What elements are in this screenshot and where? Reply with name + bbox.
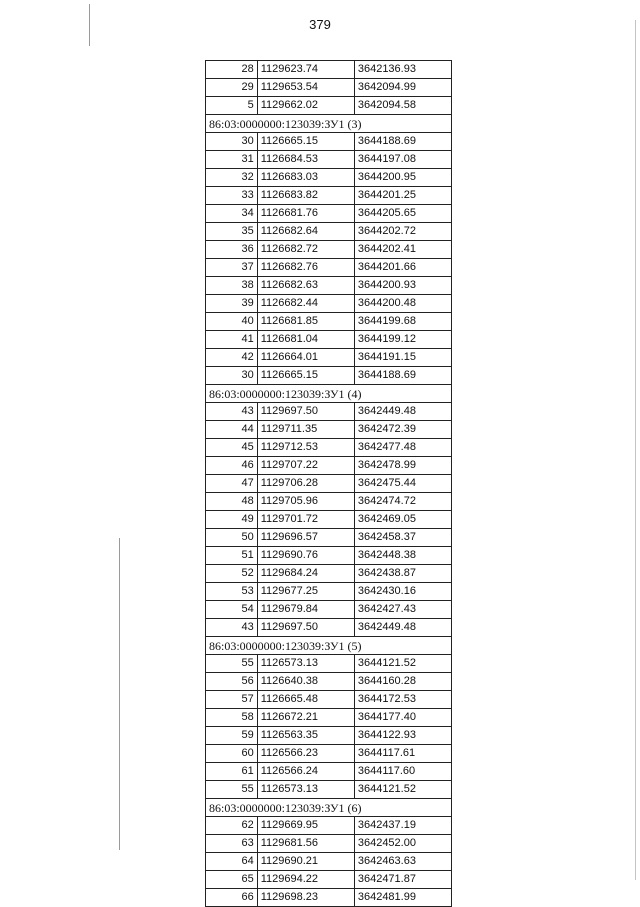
table-row: [206, 367, 452, 385]
y-coordinate-cell: 3642094.99: [354, 79, 451, 97]
section-header-row: [206, 799, 452, 817]
section-label: 86:03:0000000:123039:ЗУ1 (4): [206, 385, 452, 403]
scan-edge-line: [635, 20, 636, 880]
x-coordinate-cell: 1129662.02: [257, 97, 354, 115]
y-coordinate-cell: 3642430.16: [354, 583, 451, 601]
y-coordinate-cell: 3644122.93: [354, 727, 451, 745]
y-coordinate-cell: 3642481.99: [354, 889, 451, 907]
table-row: [206, 205, 452, 223]
table-row: [206, 61, 452, 79]
point-number-cell: 50: [206, 529, 258, 547]
point-number-cell: 31: [206, 151, 258, 169]
y-coordinate-cell: 3644172.53: [354, 691, 451, 709]
y-coordinate-cell: 3644201.25: [354, 187, 451, 205]
y-coordinate-cell: 3642477.48: [354, 439, 451, 457]
section-header-row: [206, 385, 452, 403]
table-row: [206, 853, 452, 871]
section-label: 86:03:0000000:123039:ЗУ1 (3): [206, 115, 452, 133]
point-number-cell: 61: [206, 763, 258, 781]
table-row: [206, 277, 452, 295]
table-row: [206, 421, 452, 439]
table-row: [206, 295, 452, 313]
point-number-cell: 37: [206, 259, 258, 277]
x-coordinate-cell: 1126683.82: [257, 187, 354, 205]
point-number-cell: 30: [206, 133, 258, 151]
x-coordinate-cell: 1129690.21: [257, 853, 354, 871]
table-row: [206, 889, 452, 907]
x-coordinate-cell: 1126682.64: [257, 223, 354, 241]
point-number-cell: 41: [206, 331, 258, 349]
section-label: 86:03:0000000:123039:ЗУ1 (6): [206, 799, 452, 817]
x-coordinate-cell: 1129623.74: [257, 61, 354, 79]
x-coordinate-cell: 1129684.24: [257, 565, 354, 583]
point-number-cell: 48: [206, 493, 258, 511]
table-row: [206, 619, 452, 637]
table-row: [206, 403, 452, 421]
point-number-cell: 55: [206, 781, 258, 799]
point-number-cell: 43: [206, 403, 258, 421]
x-coordinate-cell: 1129697.50: [257, 403, 354, 421]
x-coordinate-cell: 1126681.76: [257, 205, 354, 223]
table-row: [206, 781, 452, 799]
x-coordinate-cell: 1129679.84: [257, 601, 354, 619]
x-coordinate-cell: 1126573.13: [257, 781, 354, 799]
point-number-cell: 5: [206, 97, 258, 115]
x-coordinate-cell: 1129707.22: [257, 457, 354, 475]
x-coordinate-cell: 1126684.53: [257, 151, 354, 169]
x-coordinate-cell: 1126681.04: [257, 331, 354, 349]
table-row: [206, 583, 452, 601]
point-number-cell: 33: [206, 187, 258, 205]
point-number-cell: 57: [206, 691, 258, 709]
x-coordinate-cell: 1129711.35: [257, 421, 354, 439]
table-row: [206, 151, 452, 169]
table-row: [206, 745, 452, 763]
y-coordinate-cell: 3644201.66: [354, 259, 451, 277]
y-coordinate-cell: 3644191.15: [354, 349, 451, 367]
y-coordinate-cell: 3642449.48: [354, 619, 451, 637]
x-coordinate-cell: 1129696.57: [257, 529, 354, 547]
y-coordinate-cell: 3644121.52: [354, 781, 451, 799]
y-coordinate-cell: 3642474.72: [354, 493, 451, 511]
point-number-cell: 53: [206, 583, 258, 601]
table-row: [206, 817, 452, 835]
y-coordinate-cell: 3642449.48: [354, 403, 451, 421]
point-number-cell: 54: [206, 601, 258, 619]
y-coordinate-cell: 3644117.61: [354, 745, 451, 763]
y-coordinate-cell: 3644121.52: [354, 655, 451, 673]
x-coordinate-cell: 1126672.21: [257, 709, 354, 727]
table-row: [206, 331, 452, 349]
y-coordinate-cell: 3642094.58: [354, 97, 451, 115]
x-coordinate-cell: 1126682.76: [257, 259, 354, 277]
x-coordinate-cell: 1129701.72: [257, 511, 354, 529]
point-number-cell: 29: [206, 79, 258, 97]
point-number-cell: 28: [206, 61, 258, 79]
point-number-cell: 65: [206, 871, 258, 889]
point-number-cell: 66: [206, 889, 258, 907]
table-row: [206, 133, 452, 151]
x-coordinate-cell: 1126682.63: [257, 277, 354, 295]
y-coordinate-cell: 3644200.93: [354, 277, 451, 295]
table-row: [206, 457, 452, 475]
point-number-cell: 62: [206, 817, 258, 835]
table-row: [206, 349, 452, 367]
section-header-row: [206, 637, 452, 655]
section-label: 86:03:0000000:123039:ЗУ1 (5): [206, 637, 452, 655]
y-coordinate-cell: 3644200.48: [354, 295, 451, 313]
x-coordinate-cell: 1126683.03: [257, 169, 354, 187]
point-number-cell: 40: [206, 313, 258, 331]
y-coordinate-cell: 3644202.72: [354, 223, 451, 241]
point-number-cell: 36: [206, 241, 258, 259]
y-coordinate-cell: 3644202.41: [354, 241, 451, 259]
table-row: [206, 187, 452, 205]
x-coordinate-cell: 1126682.72: [257, 241, 354, 259]
x-coordinate-cell: 1126664.01: [257, 349, 354, 367]
scan-edge-line: [119, 538, 120, 850]
table-row: [206, 241, 452, 259]
x-coordinate-cell: 1129698.23: [257, 889, 354, 907]
point-number-cell: 46: [206, 457, 258, 475]
point-number-cell: 52: [206, 565, 258, 583]
x-coordinate-cell: 1129677.25: [257, 583, 354, 601]
y-coordinate-cell: 3642471.87: [354, 871, 451, 889]
table-row: [206, 259, 452, 277]
point-number-cell: 44: [206, 421, 258, 439]
y-coordinate-cell: 3642472.39: [354, 421, 451, 439]
x-coordinate-cell: 1129690.76: [257, 547, 354, 565]
point-number-cell: 35: [206, 223, 258, 241]
y-coordinate-cell: 3644177.40: [354, 709, 451, 727]
y-coordinate-cell: 3642438.87: [354, 565, 451, 583]
table-row: [206, 763, 452, 781]
x-coordinate-cell: 1126573.13: [257, 655, 354, 673]
point-number-cell: 43: [206, 619, 258, 637]
table-row: [206, 547, 452, 565]
x-coordinate-cell: 1126665.48: [257, 691, 354, 709]
page-number: 379: [309, 17, 331, 32]
y-coordinate-cell: 3644200.95: [354, 169, 451, 187]
y-coordinate-cell: 3644188.69: [354, 133, 451, 151]
x-coordinate-cell: 1129694.22: [257, 871, 354, 889]
y-coordinate-cell: 3644205.65: [354, 205, 451, 223]
point-number-cell: 60: [206, 745, 258, 763]
table-row: [206, 601, 452, 619]
table-row: [206, 169, 452, 187]
x-coordinate-cell: 1129706.28: [257, 475, 354, 493]
x-coordinate-cell: 1126665.15: [257, 367, 354, 385]
x-coordinate-cell: 1129697.50: [257, 619, 354, 637]
x-coordinate-cell: 1126566.23: [257, 745, 354, 763]
y-coordinate-cell: 3642448.38: [354, 547, 451, 565]
x-coordinate-cell: 1126563.35: [257, 727, 354, 745]
y-coordinate-cell: 3644199.68: [354, 313, 451, 331]
point-number-cell: 32: [206, 169, 258, 187]
table-row: [206, 79, 452, 97]
table-row: [206, 493, 452, 511]
point-number-cell: 30: [206, 367, 258, 385]
table-row: [206, 727, 452, 745]
y-coordinate-cell: 3644188.69: [354, 367, 451, 385]
section-header-row: [206, 115, 452, 133]
point-number-cell: 58: [206, 709, 258, 727]
y-coordinate-cell: 3644199.12: [354, 331, 451, 349]
y-coordinate-cell: 3642452.00: [354, 835, 451, 853]
point-number-cell: 45: [206, 439, 258, 457]
y-coordinate-cell: 3642475.44: [354, 475, 451, 493]
x-coordinate-cell: 1126640.38: [257, 673, 354, 691]
point-number-cell: 64: [206, 853, 258, 871]
point-number-cell: 39: [206, 295, 258, 313]
table-row: [206, 655, 452, 673]
point-number-cell: 34: [206, 205, 258, 223]
table-row: [206, 565, 452, 583]
y-coordinate-cell: 3642427.43: [354, 601, 451, 619]
y-coordinate-cell: 3642136.93: [354, 61, 451, 79]
table-row: [206, 313, 452, 331]
x-coordinate-cell: 1129681.56: [257, 835, 354, 853]
point-number-cell: 55: [206, 655, 258, 673]
point-number-cell: 49: [206, 511, 258, 529]
table-row: [206, 223, 452, 241]
x-coordinate-cell: 1129669.95: [257, 817, 354, 835]
x-coordinate-cell: 1126566.24: [257, 763, 354, 781]
table-row: [206, 97, 452, 115]
table-row: [206, 673, 452, 691]
y-coordinate-cell: 3642469.05: [354, 511, 451, 529]
y-coordinate-cell: 3642478.99: [354, 457, 451, 475]
table-row: [206, 475, 452, 493]
y-coordinate-cell: 3644117.60: [354, 763, 451, 781]
y-coordinate-cell: 3642437.19: [354, 817, 451, 835]
y-coordinate-cell: 3642458.37: [354, 529, 451, 547]
x-coordinate-cell: 1129653.54: [257, 79, 354, 97]
point-number-cell: 51: [206, 547, 258, 565]
y-coordinate-cell: 3644160.28: [354, 673, 451, 691]
coordinates-table: [205, 60, 452, 907]
coordinates-table-body: [206, 61, 452, 907]
x-coordinate-cell: 1129705.96: [257, 493, 354, 511]
table-row: [206, 439, 452, 457]
point-number-cell: 59: [206, 727, 258, 745]
y-coordinate-cell: 3644197.08: [354, 151, 451, 169]
point-number-cell: 56: [206, 673, 258, 691]
point-number-cell: 38: [206, 277, 258, 295]
table-row: [206, 511, 452, 529]
table-row: [206, 709, 452, 727]
point-number-cell: 63: [206, 835, 258, 853]
table-row: [206, 691, 452, 709]
point-number-cell: 47: [206, 475, 258, 493]
point-number-cell: 42: [206, 349, 258, 367]
table-row: [206, 835, 452, 853]
x-coordinate-cell: 1129712.53: [257, 439, 354, 457]
table-row: [206, 529, 452, 547]
table-row: [206, 871, 452, 889]
y-coordinate-cell: 3642463.63: [354, 853, 451, 871]
x-coordinate-cell: 1126682.44: [257, 295, 354, 313]
x-coordinate-cell: 1126681.85: [257, 313, 354, 331]
x-coordinate-cell: 1126665.15: [257, 133, 354, 151]
